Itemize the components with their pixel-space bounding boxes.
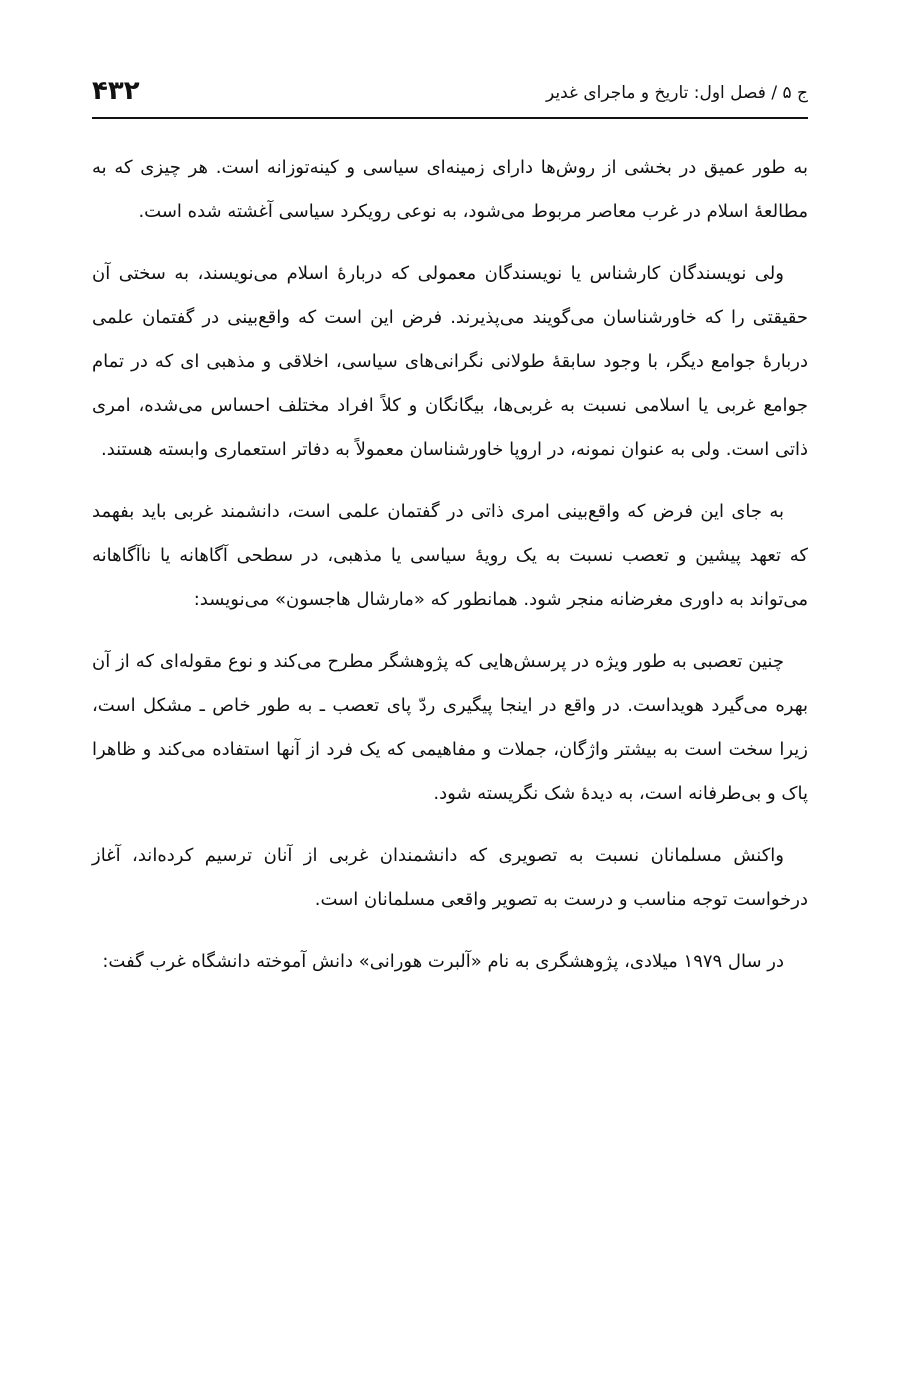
quote-paragraph: چنین تعصبی به طور ویژه در پرسش‌هایی که پژوهشگر مطرح می‌کند و نوع مقوله‌ای که از آن بهره می‌گیرد هویداست. در واقع در اینجا پیگیری ردّ پای تعصب ـ به طور خاص ـ مشکل است، زیرا سخت است به بیشتر واژگان، جملات و مفاهیمی که یک فرد از آنها استفاده می‌کند و ظاهرا پاک و بی‌طرفانه است، به دیدهٔ شک نگریسته شود. <box>92 651 808 804</box>
header-title: ج ۵ / فصل اول: تاریخ و ماجرای غدیر <box>545 83 808 103</box>
running-head <box>92 66 808 106</box>
body-text <box>92 146 808 1002</box>
header-rule <box>92 117 808 119</box>
paragraph: واکنش مسلمانان نسبت به تصویری که دانشمندان غربی از آنان ترسیم کرده‌اند، آغاز درخواست توجه مناسب و درست به تصویر واقعی مسلمانان است. <box>92 845 808 910</box>
paragraph: به جای این فرض که واقع‌بینی امری ذاتی در گفتمان علمی است، دانشمند غربی باید بفهمد که تعهد پیشین و تعصب نسبت به یک رویهٔ سیاسی یا مذهبی، در سطحی آگاهانه یا ناآگاهانه می‌تواند به داوری مغرضانه منجر شود. همانطور که «مارشال هاجسون» می‌نویسد: <box>92 501 808 610</box>
paragraph: ولی نویسندگان کارشناس یا نویسندگان معمولی که دربارهٔ اسلام می‌نویسند، به سختی آن حقیقتی را که خاورشناسان می‌گویند می‌پذیرند. فرض این است که واقع‌بینی در گفتمان علمی دربارهٔ جوامع دیگر، با وجود سابقهٔ طولانی نگرانی‌های سیاسی، اخلاقی و مذهبی ای که در تمام جوامع غربی یا اسلامی نسبت به غربی‌ها، بیگانگان و کلاً افراد مختلف احساس می‌شده، امری ذاتی است. ولی به عنوان نمونه، در اروپا خاورشناسان معمولاً به دفاتر استعماری وابسته هستند. <box>92 263 808 460</box>
book-page <box>92 0 808 1390</box>
page-number: ۴۳۲ <box>92 76 140 106</box>
paragraph: به طور عمیق در بخشی از روش‌ها دارای زمینه‌ای سیاسی و کینه‌توزانه است. هر چیزی که به مطالعهٔ اسلام در غرب معاصر مربوط می‌شود، به نوعی رویکرد سیاسی آغشته شده است. <box>92 157 808 222</box>
paragraph: در سال ۱۹۷۹ میلادی، پژوهشگری به نام «آلبرت هورانی» دانش آموخته دانشگاه غرب گفت: <box>102 951 784 972</box>
